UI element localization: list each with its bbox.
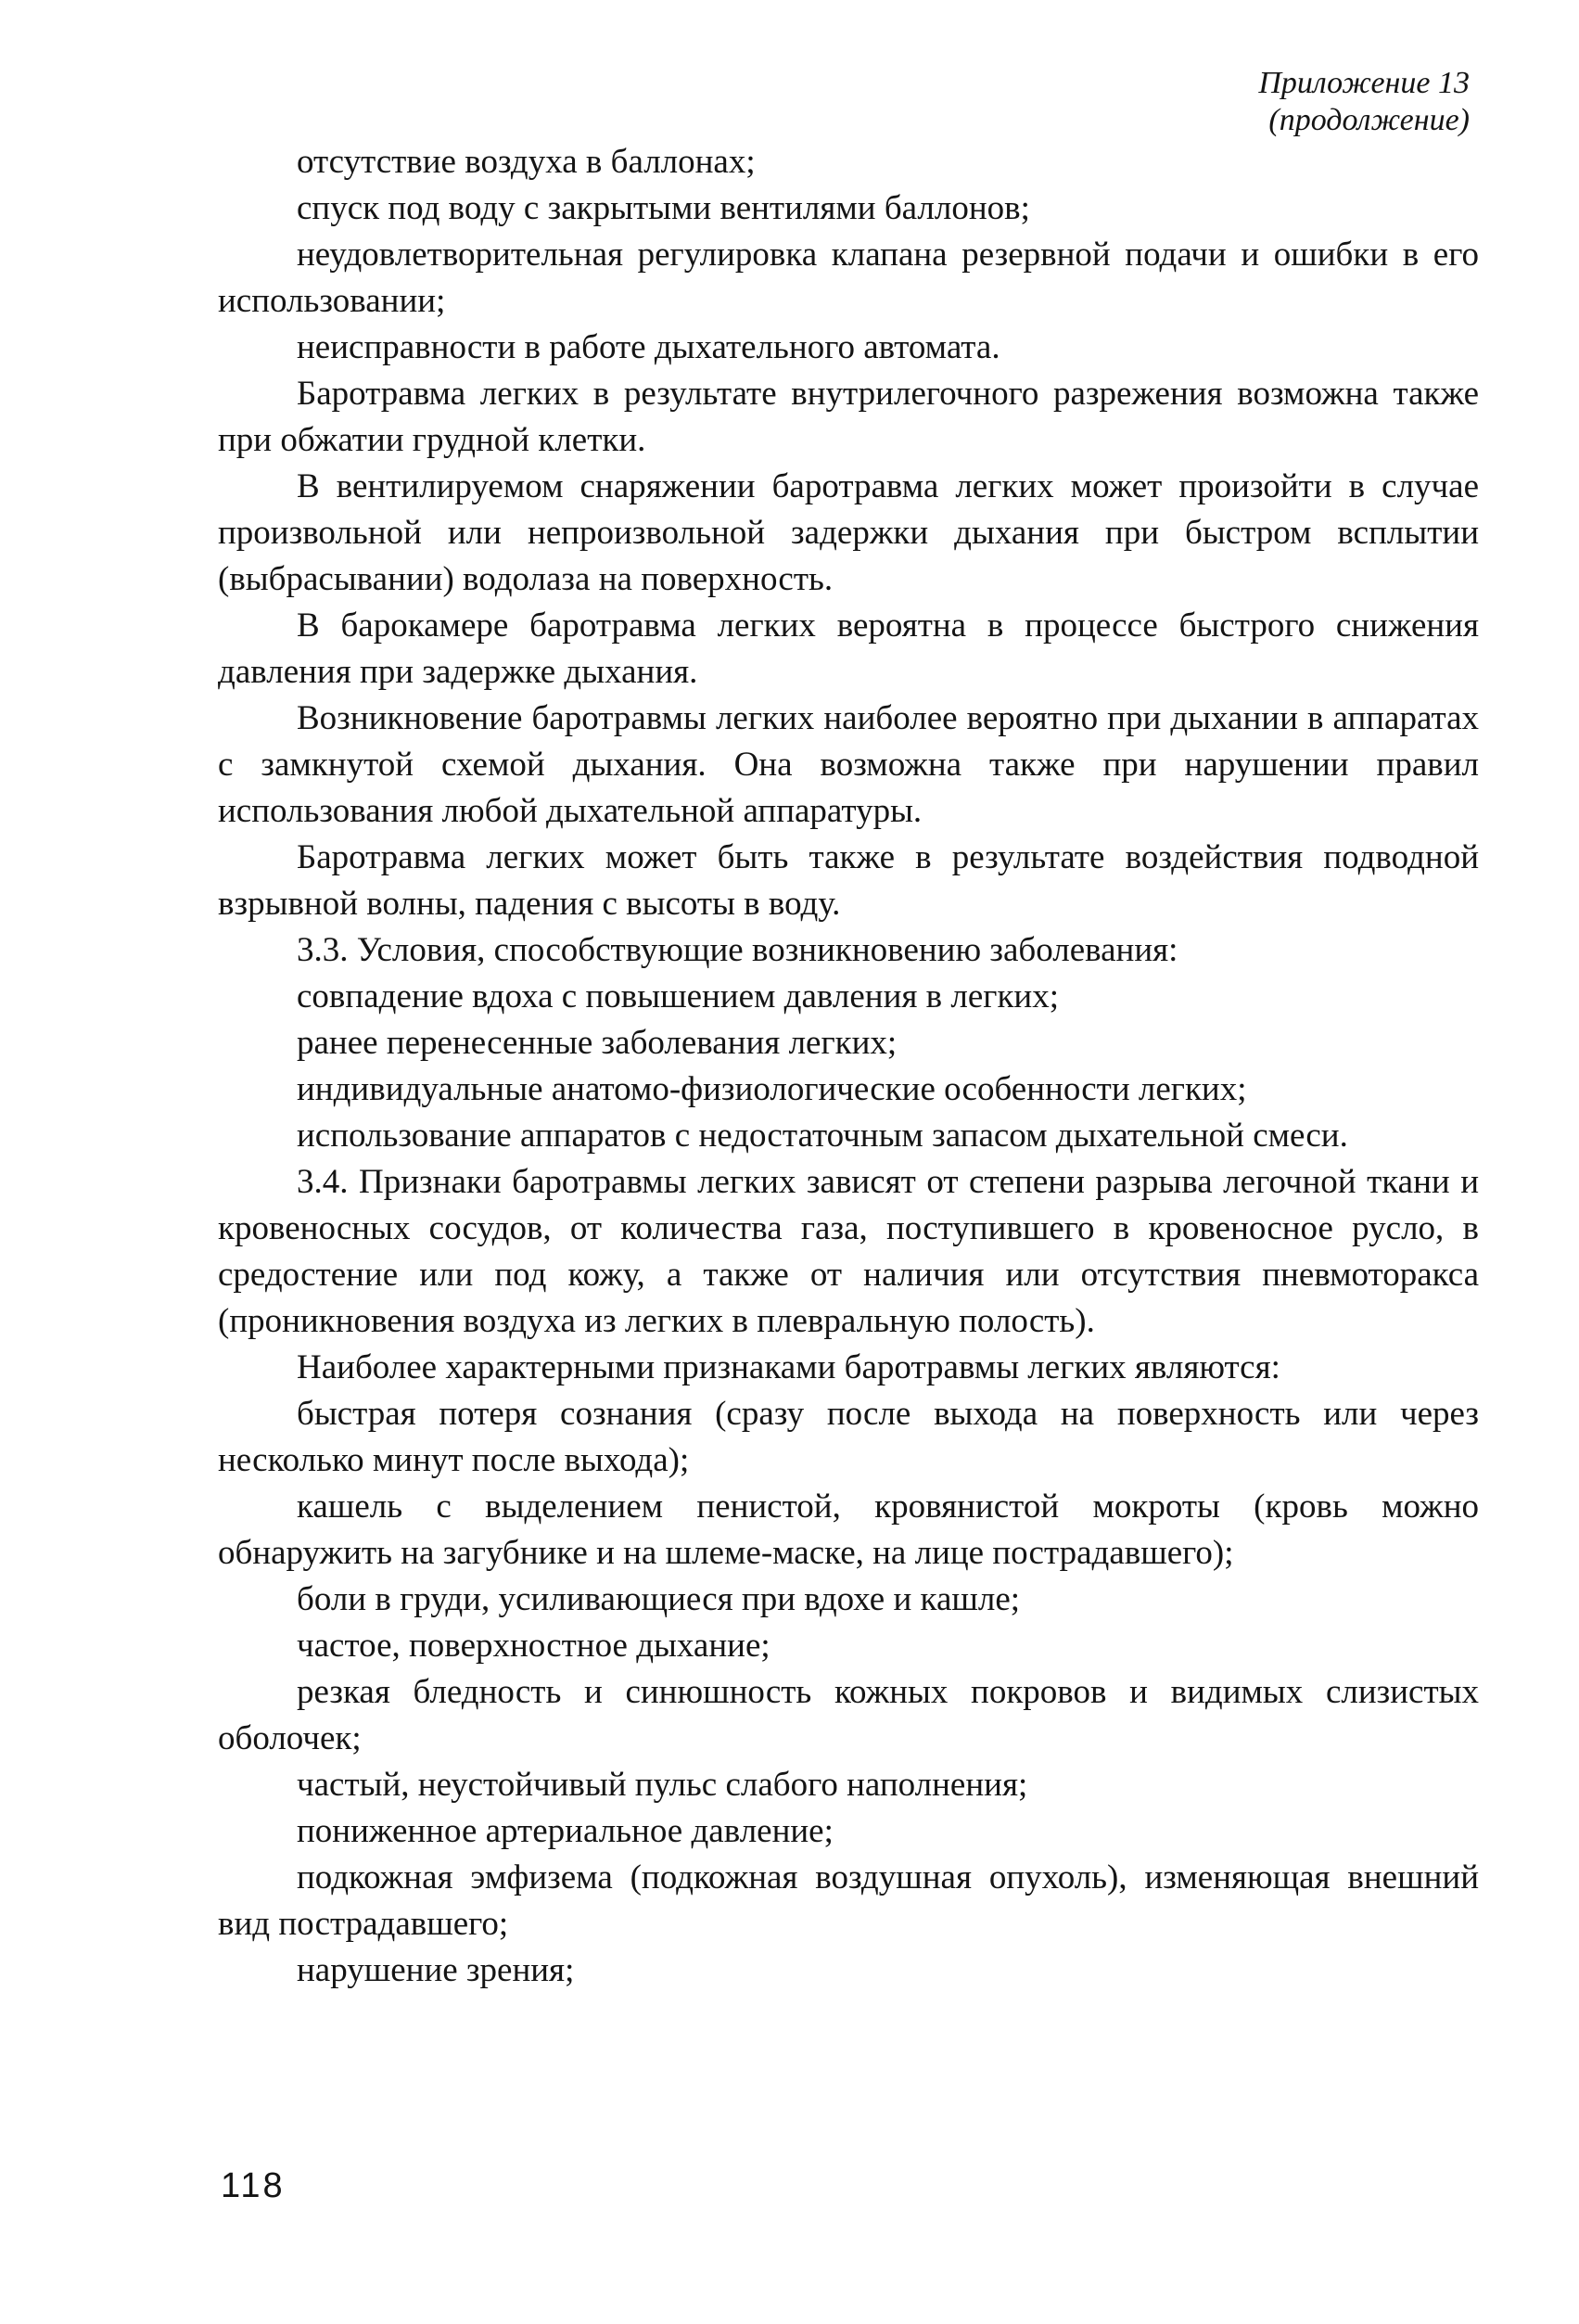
list-item: подкожная эмфизема (подкожная воздушная опухоль), изменяющая внешний вид пострадавшего; [218,1858,1479,1943]
paragraph: Баротравма легких может быть также в результате воздействия подводной взрывной волны, падения с высоты в воду. [218,838,1479,923]
list-item: нарушение зрения; [297,1951,575,1989]
list-item: пониженное артериальное давление; [297,1812,834,1850]
paragraph: неудовлетворительная регулировка клапана резервной подачи и ошибки в его использовании; [218,236,1479,320]
list-item: частое, поверхностное дыхание; [297,1627,770,1665]
list-item: индивидуальные анатомо-физиологические особенности легких; [297,1070,1247,1108]
list-item: быстрая потеря сознания (сразу после выхода на поверхность или через несколько минут после выхода); [218,1395,1479,1479]
list-item: кашель с выделением пенистой, кровянистой мокроты (кровь можно обнаружить на загубнике и на шлеме-маске, на лице пострадавшего); [218,1488,1479,1572]
running-header [1258,65,1470,139]
paragraph: спуск под воду с закрытыми вентилями баллонов; [297,189,1030,227]
list-item: совпадение вдоха с повышением давления в легких; [297,977,1060,1015]
header-appendix-label: Приложение 13 [1258,66,1470,100]
list-item: частый, неустойчивый пульс слабого наполнения; [297,1766,1028,1804]
list-item: использование аппаратов с недостаточным запасом дыхательной смеси. [297,1117,1348,1155]
paragraph: В вентилируемом снаряжении баротравма легких может произойти в случае произвольной или непроизвольной задержки дыхания при быстром всплытии (выбрасывании) водолаза на поверхность. [218,467,1479,598]
list-item: резкая бледность и синюшность кожных покровов и видимых слизистых оболочек; [218,1673,1479,1757]
body-text [218,139,1479,1994]
paragraph: неисправности в работе дыхательного автомата. [297,328,1000,366]
section-heading: 3.4. Признаки баротравмы легких зависят от степени разрыва легочной ткани и кровеносных сосудов, от количества газа, поступившего в кровеносное русло, в средостение или под кожу, а также от наличия или отсутствия пневмоторакса (проникновения воздуха из легких в плевральную полость). [218,1163,1479,1340]
list-item: боли в груди, усиливающиеся при вдохе и кашле; [297,1580,1021,1618]
list-item: ранее перенесенные заболевания легких; [297,1024,898,1062]
header-continuation-label: (продолжение) [1268,103,1470,137]
paragraph: Баротравма легких в результате внутрилегочного разрежения возможна также при обжатии грудной клетки. [218,375,1479,459]
paragraph: В барокамере баротравма легких вероятна в процессе быстрого снижения давления при задержке дыхания. [218,607,1479,691]
page-number: 118 [221,2166,286,2205]
paragraph: отсутствие воздуха в баллонах; [297,143,756,181]
section-heading: 3.3. Условия, способствующие возникновению заболевания: [297,931,1178,969]
paragraph: Возникновение баротравмы легких наиболее вероятно при дыхании в аппаратах с замкнутой схемой дыхания. Она возможна также при нарушении правил использования любой дыхательной аппаратуры. [218,699,1479,830]
paragraph: Наиболее характерными признаками баротравмы легких являются: [297,1348,1280,1386]
